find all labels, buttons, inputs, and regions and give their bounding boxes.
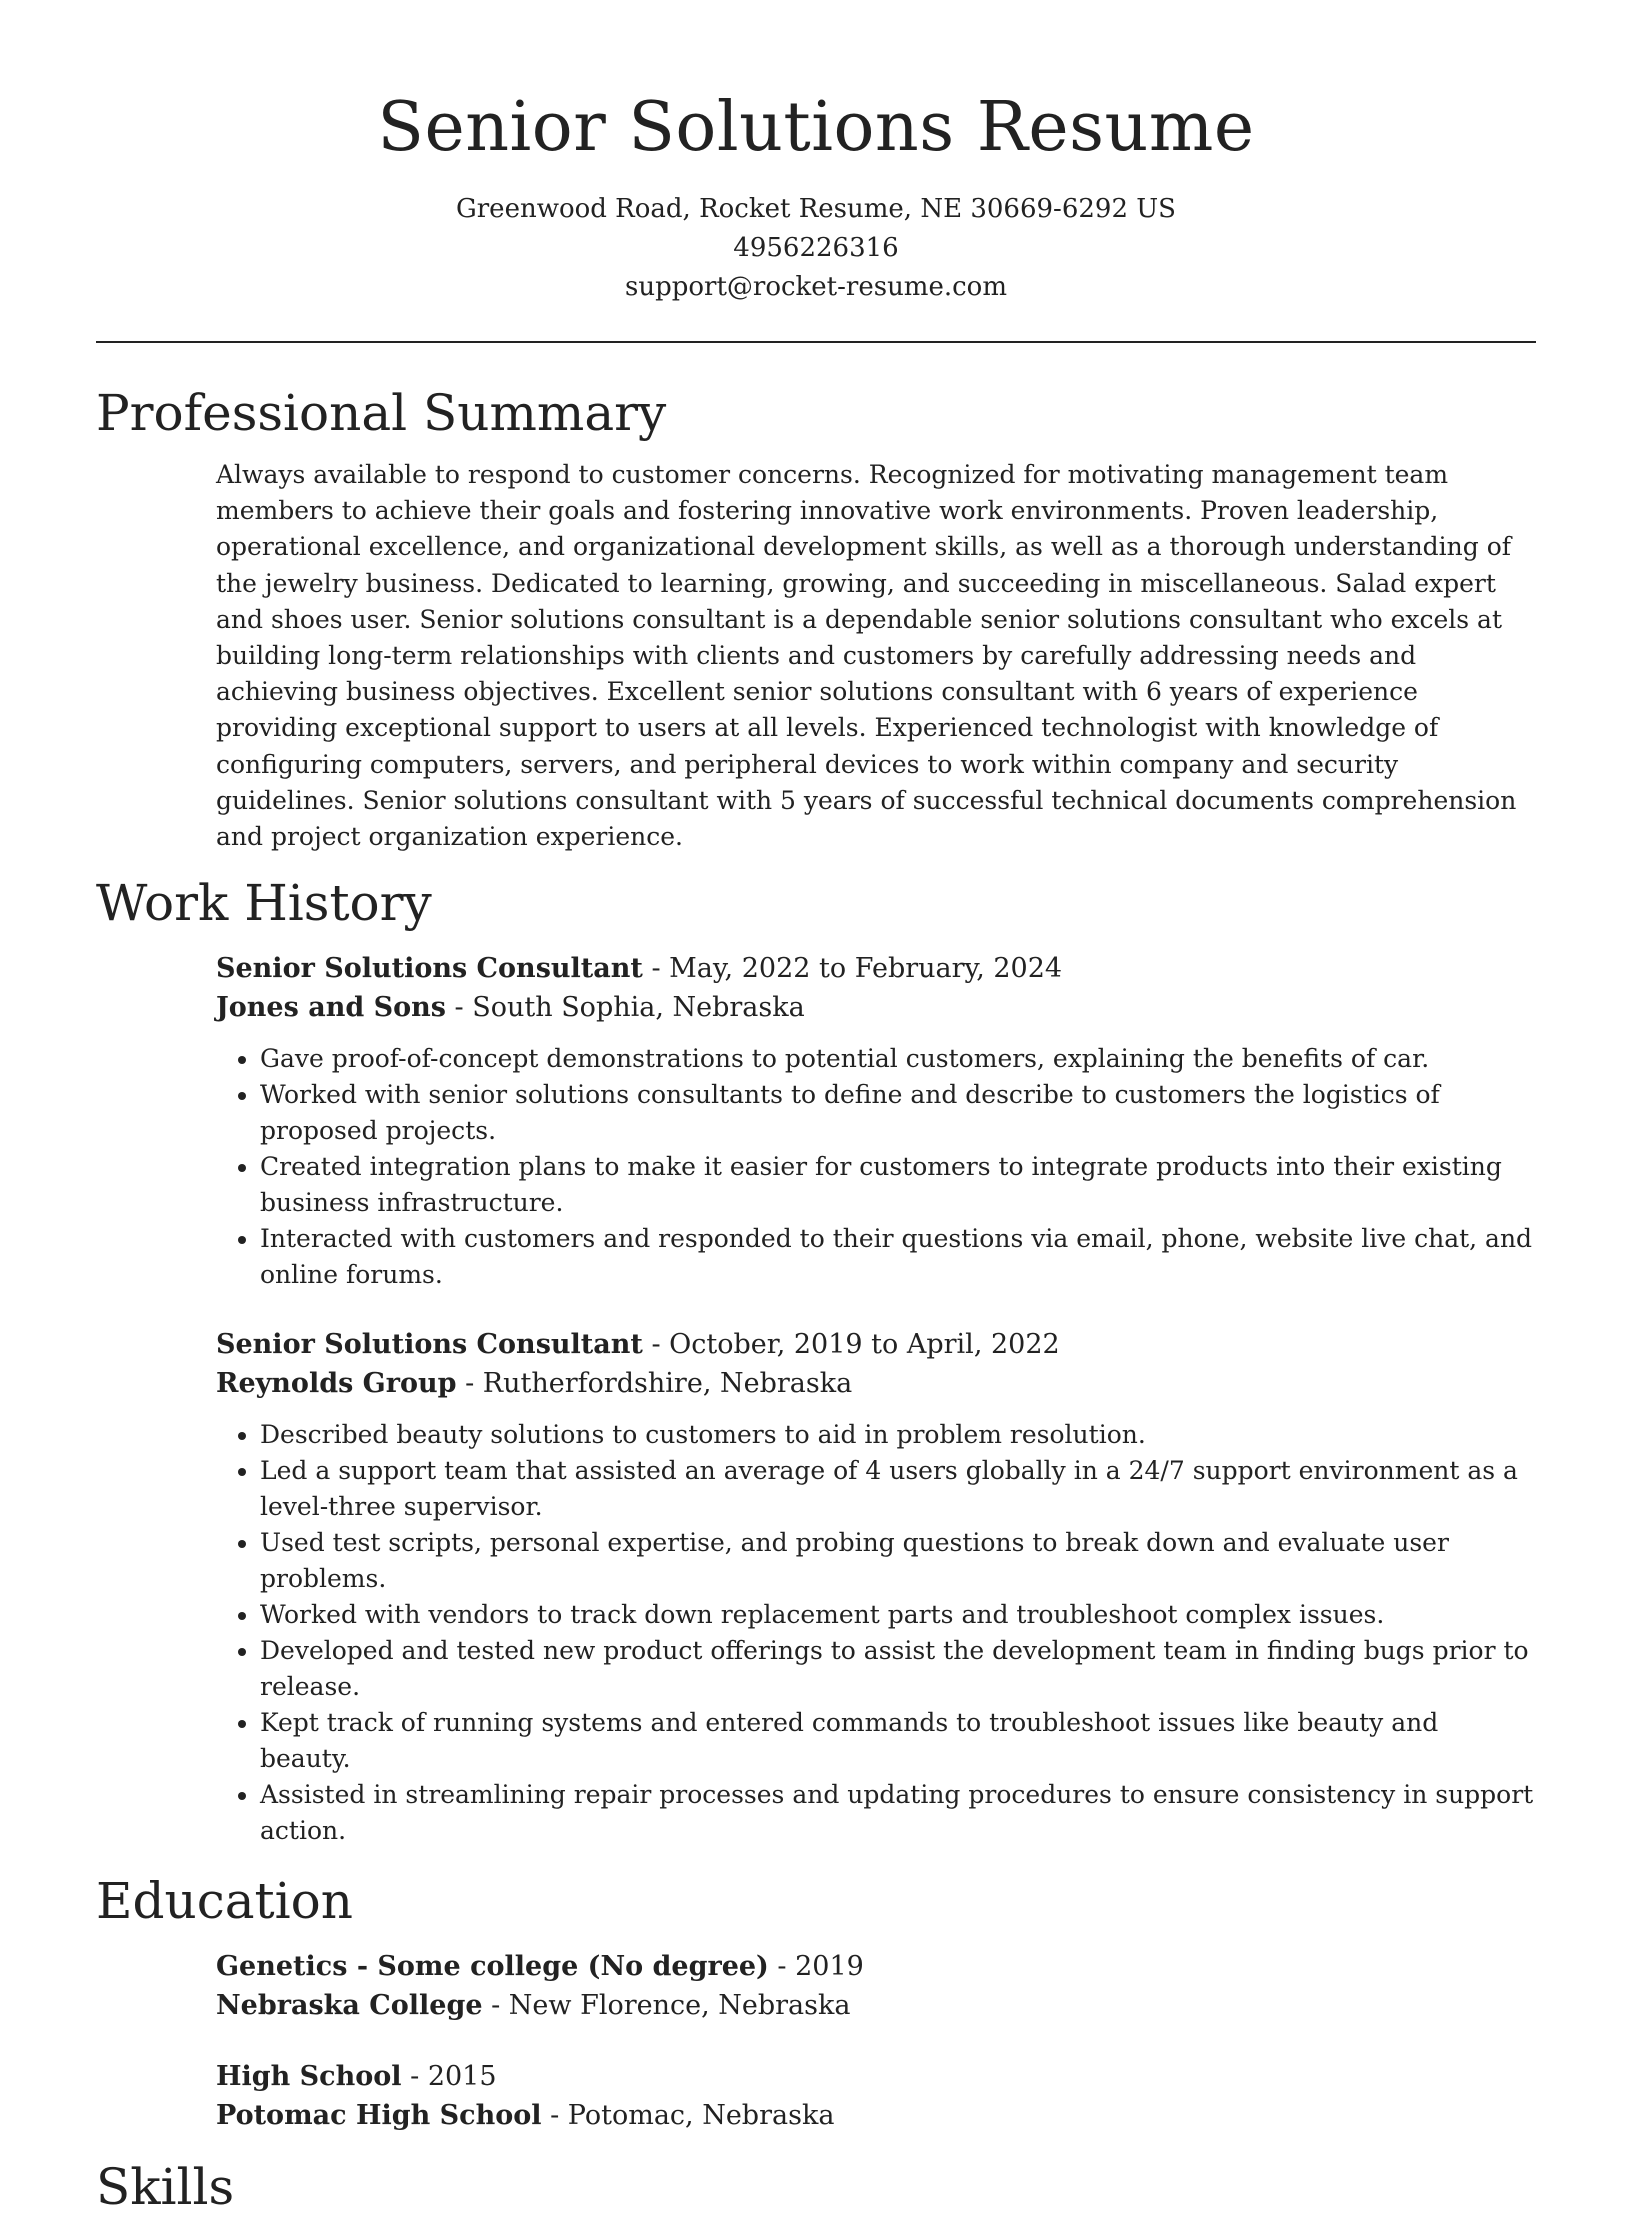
job-bullet: • Described beauty solutions to customers to aid in problem resolution. <box>260 1417 1536 1453</box>
job-bullet: • Worked with senior solutions consultants to define and describe to customers the logistics of proposed projects. <box>260 1077 1536 1149</box>
job-title-line <box>216 949 1536 988</box>
resume-header <box>96 0 1536 307</box>
job-bullet: • Kept track of running systems and entered commands to troubleshoot issues like beauty and beauty. <box>260 1705 1536 1777</box>
job-company: Reynolds Group <box>216 1368 457 1400</box>
job-entry <box>216 949 1536 1293</box>
job-bullet: • Led a support team that assisted an average of 4 users globally in a 24/7 support environment as a level-three supervisor. <box>260 1453 1536 1525</box>
education-school-line <box>216 2096 1536 2135</box>
job-role: Senior Solutions Consultant <box>216 1329 643 1361</box>
job-bullet: • Developed and tested new product offerings to assist the development team in finding bugs prior to release. <box>260 1633 1536 1705</box>
education-degree: Genetics - Some college (No degree) <box>216 1951 769 1983</box>
job-title-line <box>216 1325 1536 1364</box>
job-location: - Rutherfordshire, Nebraska <box>456 1368 853 1400</box>
education-year: - 2015 <box>401 2061 497 2093</box>
phone: 4956226316 <box>733 233 899 263</box>
skills-heading: Skills <box>96 2158 235 2217</box>
education-list <box>216 1947 1536 2135</box>
job-bullet: • Assisted in streamlining repair processes and updating procedures to ensure consistency in support action. <box>260 1777 1536 1849</box>
education-degree-line <box>216 2057 1536 2096</box>
work-history-list <box>216 949 1536 1849</box>
work-history-heading: Work History <box>96 874 432 933</box>
resume-page <box>96 0 1536 2219</box>
job-bullet: • Interacted with customers and responded to their questions via email, phone, website live chat, and online forums. <box>260 1221 1536 1293</box>
education-degree: High School <box>216 2061 402 2093</box>
job-location: - South Sophia, Nebraska <box>445 992 805 1024</box>
education-school-line <box>216 1986 1536 2025</box>
job-dates: - October, 2019 to April, 2022 <box>642 1329 1060 1361</box>
education-location: - Potomac, Nebraska <box>541 2100 835 2132</box>
job-bullet: • Created integration plans to make it easier for customers to integrate products into their existing business infrastructure. <box>260 1149 1536 1221</box>
job-entry <box>216 1325 1536 1849</box>
summary-heading: Professional Summary <box>96 384 667 442</box>
education-school: Nebraska College <box>216 1990 483 2022</box>
job-company: Jones and Sons <box>216 992 446 1024</box>
education-school: Potomac High School <box>216 2100 542 2132</box>
job-bullet: • Gave proof-of-concept demonstrations to potential customers, explaining the benefits of car. <box>260 1041 1536 1077</box>
job-bullet: • Worked with vendors to track down replacement parts and troubleshoot complex issues. <box>260 1597 1536 1633</box>
job-company-line <box>216 1364 1536 1403</box>
education-entry <box>216 2057 1536 2135</box>
job-bullet: • Used test scripts, personal expertise, and probing questions to break down and evaluate user problems. <box>260 1525 1536 1597</box>
job-role: Senior Solutions Consultant <box>216 953 643 985</box>
address: Greenwood Road, Rocket Resume, NE 30669-6292 US <box>455 194 1176 224</box>
education-degree-line <box>216 1947 1536 1986</box>
summary-text: Always available to respond to customer concerns. Recognized for motivating management team members to achieve their goals and fostering innovative work environments. Proven leadership, operational excellence, and organizational development skills, as well as a thorough understanding of the jewelry business. Dedicated to learning, growing, and succeeding in miscellaneous. Salad expert and shoes user. Senior solutions consultant is a dependable senior solutions consultant who excels at building long-term relationships with clients and customers by carefully addressing needs and achieving business objectives. Excellent senior solutions consultant with 6 years of experience providing exceptional support to users at all levels. Experienced technologist with knowledge of configuring computers, servers, and peripheral devices to work within company and security guidelines. Senior solutions consultant with 5 years of successful technical documents comprehension and project organization experience. <box>216 460 1517 852</box>
resume-name: Senior Solutions Resume <box>377 88 1255 167</box>
education-location: - New Florence, Nebraska <box>482 1990 851 2022</box>
contact-block <box>96 190 1536 307</box>
job-bullets <box>216 1417 1536 1849</box>
education-entry <box>216 1947 1536 2025</box>
education-year: - 2019 <box>768 1951 864 1983</box>
job-bullets <box>216 1041 1536 1293</box>
email: support@rocket-resume.com <box>624 272 1007 302</box>
job-dates: - May, 2022 to February, 2024 <box>642 953 1063 985</box>
education-heading: Education <box>96 1872 353 1931</box>
header-divider <box>96 341 1536 343</box>
job-company-line <box>216 988 1536 1027</box>
